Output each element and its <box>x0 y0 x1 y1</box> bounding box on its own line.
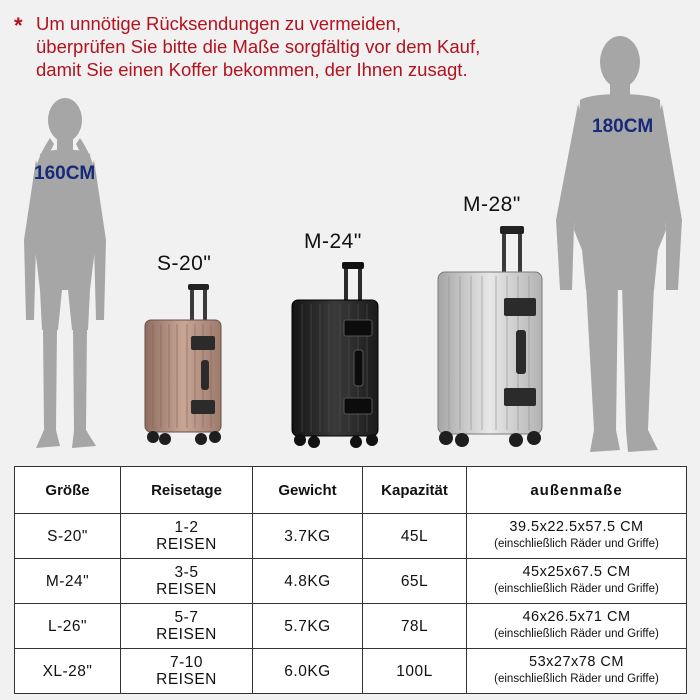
cell-weight: 5.7KG <box>253 604 363 649</box>
cell-weight: 3.7KG <box>253 514 363 559</box>
dimensions-value: 46x26.5x71 CM <box>522 609 631 625</box>
cell-capacity: 100L <box>363 649 467 694</box>
travel-days-range: 1-2 <box>174 519 199 536</box>
notice-line-3: damit Sie einen Koffer bekommen, der Ihnen zusagt. <box>36 59 468 80</box>
table-header-row <box>15 467 687 514</box>
cell-capacity: 65L <box>363 559 467 604</box>
travel-days-unit: REISEN <box>156 536 217 553</box>
cell-dimensions <box>467 649 687 694</box>
medium-suitcase-image <box>290 262 382 448</box>
header-size: Größe <box>15 467 121 514</box>
header-weight: Gewicht <box>253 467 363 514</box>
cell-size: L-26" <box>15 604 121 649</box>
cell-travel-days <box>121 604 253 649</box>
travel-days-unit: REISEN <box>156 581 217 598</box>
cell-capacity: 78L <box>363 604 467 649</box>
notice-line-1: Um unnötige Rücksendungen zu vermeiden, <box>36 13 402 34</box>
cell-capacity: 45L <box>363 514 467 559</box>
table-row <box>15 649 687 694</box>
cell-travel-days <box>121 649 253 694</box>
cell-travel-days <box>121 559 253 604</box>
dimensions-note: (einschließlich Räder und Griffe) <box>494 538 659 550</box>
large-suitcase-image <box>436 226 546 448</box>
man-height-label: 180CM <box>592 116 654 137</box>
small-suitcase-label: S-20" <box>157 252 212 275</box>
cell-size: M-24" <box>15 559 121 604</box>
size-notice <box>14 12 614 81</box>
small-suitcase-image <box>143 284 225 446</box>
dimensions-note: (einschließlich Räder und Griffe) <box>494 628 659 640</box>
dimensions-note: (einschließlich Räder und Griffe) <box>494 583 659 595</box>
travel-days-range: 7-10 <box>169 654 204 671</box>
table-row <box>15 559 687 604</box>
size-specification-table <box>14 466 687 694</box>
header-travel-days: Reisetage <box>121 467 253 514</box>
woman-silhouette <box>10 90 120 460</box>
travel-days-range: 3-5 <box>174 564 199 581</box>
cell-dimensions <box>467 604 687 649</box>
cell-weight: 6.0KG <box>253 649 363 694</box>
table-row <box>15 514 687 559</box>
cell-travel-days <box>121 514 253 559</box>
cell-dimensions <box>467 559 687 604</box>
dimensions-value: 39.5x22.5x57.5 CM <box>509 519 644 535</box>
medium-suitcase-label: M-24" <box>304 230 362 253</box>
woman-height-label: 160CM <box>34 163 96 184</box>
cell-dimensions <box>467 514 687 559</box>
table-row <box>15 604 687 649</box>
dimensions-note: (einschließlich Räder und Griffe) <box>494 673 659 685</box>
dimensions-value: 45x25x67.5 CM <box>522 564 631 580</box>
travel-days-unit: REISEN <box>156 626 217 643</box>
dimensions-value: 53x27x78 CM <box>529 654 624 670</box>
man-silhouette <box>548 30 690 460</box>
asterisk: * <box>14 13 23 38</box>
cell-size: S-20" <box>15 514 121 559</box>
header-capacity: Kapazität <box>363 467 467 514</box>
travel-days-unit: REISEN <box>156 671 217 688</box>
notice-line-2: überprüfen Sie bitte die Maße sorgfältig vor dem Kauf, <box>36 36 481 57</box>
large-suitcase-label: M-28" <box>463 193 521 216</box>
travel-days-range: 5-7 <box>174 609 199 626</box>
header-outer-dimensions: außenmaße <box>467 467 687 514</box>
cell-weight: 4.8KG <box>253 559 363 604</box>
cell-size: XL-28" <box>15 649 121 694</box>
